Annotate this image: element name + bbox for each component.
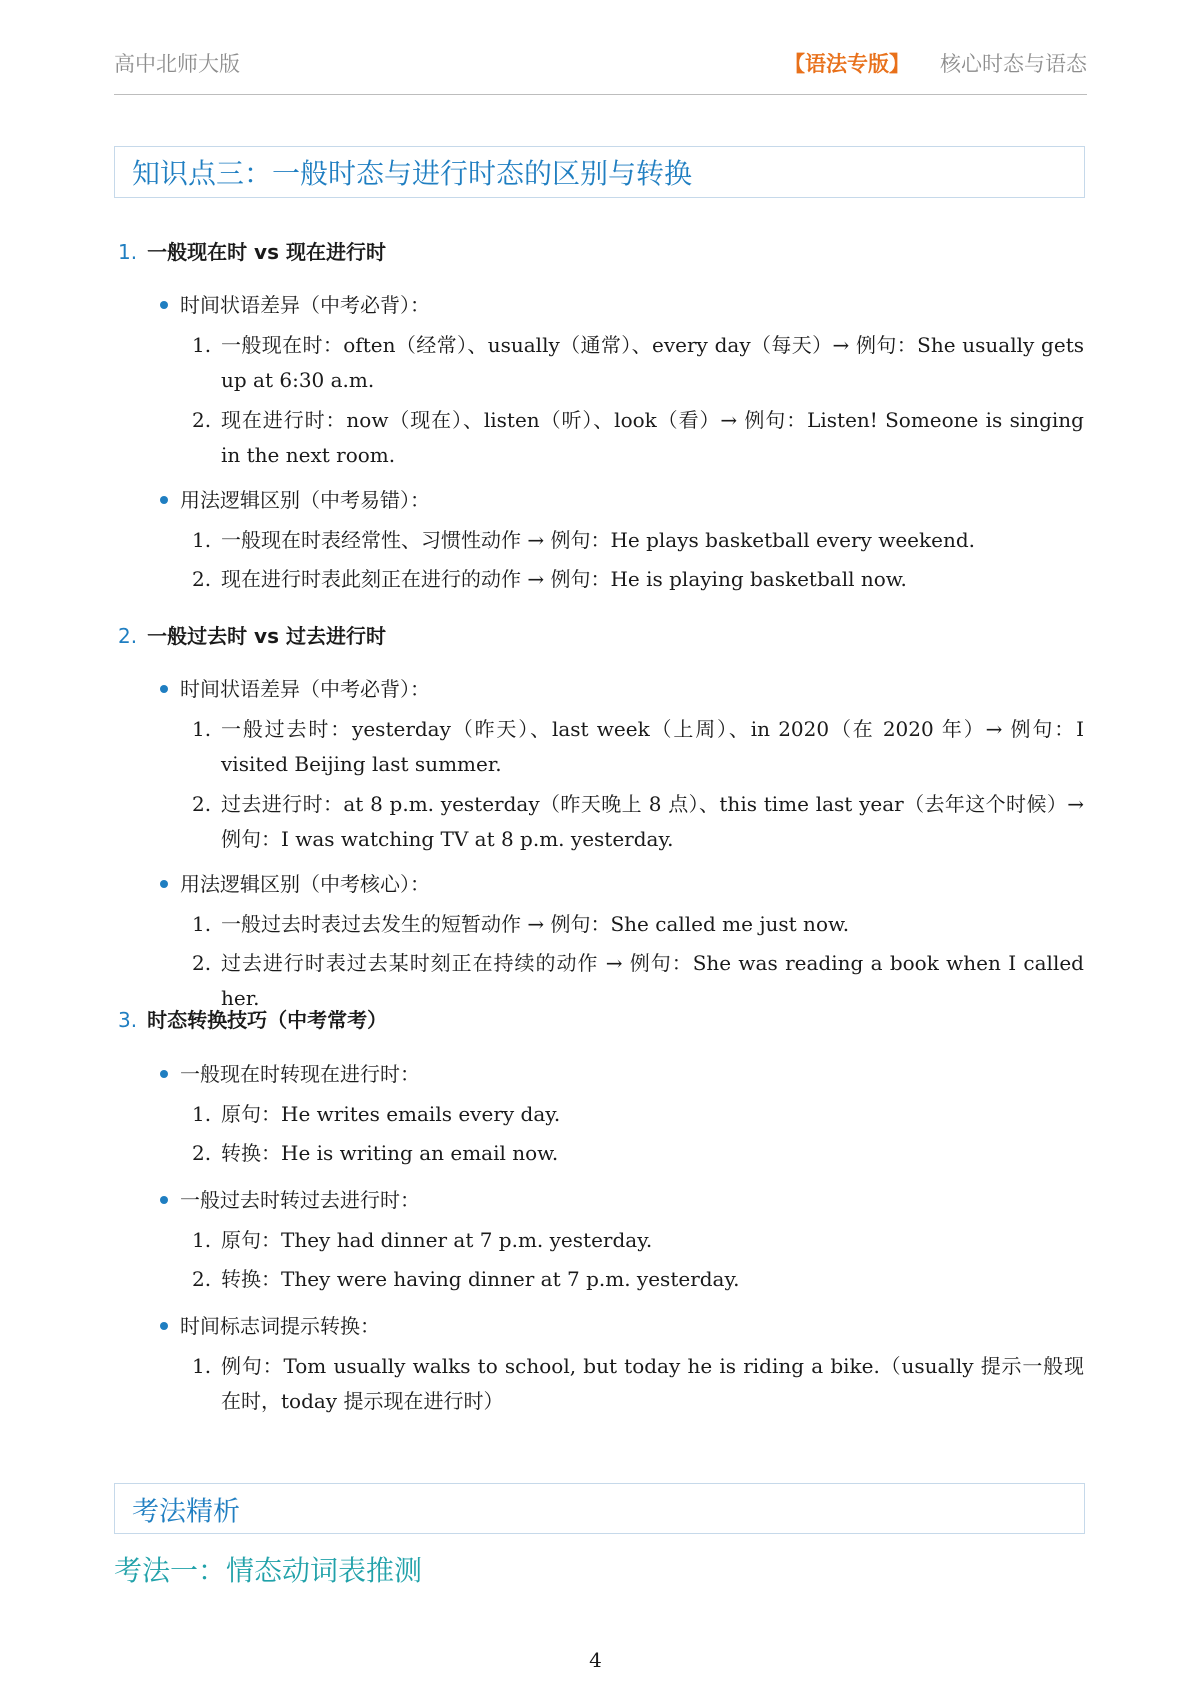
part-heading-3 [118, 1004, 387, 1033]
item-number: 2. [192, 792, 212, 816]
item-number: 2. [192, 408, 212, 432]
list-item [192, 562, 1084, 597]
part-heading-2 [118, 620, 386, 649]
header-book-title: 高中北师大版 [114, 52, 240, 76]
item-text: 一般现在时：often（经常）、usually（通常）、every day（每天）→ 例句：She usually gets up at 6:30 a.m. [221, 333, 1084, 392]
item-number: 2. [192, 951, 212, 975]
item-number: 1. [192, 912, 212, 936]
item-text: 过去进行时：at 8 p.m. yesterday（昨天晚上 8 点）、this time last year（去年这个时候）→ 例句：I was watching TV at 8 p.m. yesterday. [221, 792, 1084, 851]
part-title: 时态转换技巧（中考常考） [147, 1008, 388, 1032]
part-number: 3. [118, 1008, 138, 1032]
bullet-item [160, 1058, 420, 1087]
bullet-dot-icon [160, 685, 168, 693]
item-number: 1. [192, 717, 212, 741]
bullet-item [160, 289, 430, 318]
list-item [192, 1349, 1084, 1419]
item-number: 2. [192, 1267, 212, 1291]
bullet-dot-icon [160, 1070, 168, 1078]
item-number: 1. [192, 528, 212, 552]
item-number: 1. [192, 333, 212, 357]
item-text: 转换：They were having dinner at 7 p.m. yesterday. [221, 1267, 740, 1291]
bullet-dot-icon [160, 1322, 168, 1330]
part-number: 1. [118, 240, 138, 264]
list-item [192, 1136, 1084, 1171]
bullet-dot-icon [160, 496, 168, 504]
item-number: 1. [192, 1354, 212, 1378]
list-item [192, 328, 1084, 398]
item-text: 例句：Tom usually walks to school, but today he is riding a bike.（usually 提示一般现在时，today 提示现在进行时） [221, 1354, 1084, 1413]
item-number: 2. [192, 1141, 212, 1165]
item-number: 1. [192, 1228, 212, 1252]
item-text: 现在进行时表此刻正在进行的动作 → 例句：He is playing basketball now. [221, 567, 907, 591]
bullet-item [160, 1310, 380, 1339]
bullet-item [160, 484, 430, 513]
item-number: 2. [192, 567, 212, 591]
list-item [192, 403, 1084, 473]
bullet-text: 一般现在时转现在进行时： [180, 1062, 420, 1086]
header-tag: 【语法专版】 [784, 51, 910, 76]
bullet-dot-icon [160, 1196, 168, 1204]
item-text: 转换：He is writing an email now. [221, 1141, 559, 1165]
bullet-text: 时间标志词提示转换： [180, 1314, 380, 1338]
part-heading-1 [118, 236, 386, 265]
part-title: 一般过去时 vs 过去进行时 [147, 624, 386, 648]
list-item [192, 1223, 1084, 1258]
item-number: 1. [192, 1102, 212, 1126]
page-header [114, 44, 1087, 95]
bullet-item [160, 673, 430, 702]
item-text: 一般过去时表过去发生的短暂动作 → 例句：She called me just now. [221, 912, 850, 936]
section-title-box [114, 1483, 1085, 1534]
item-text: 一般过去时：yesterday（昨天）、last week（上周）、in 2020（在 2020 年）→ 例句：I visited Beijing last summer. [221, 717, 1084, 776]
item-text: 过去进行时表过去某时刻正在持续的动作 → 例句：She was reading a book when I called her. [221, 951, 1084, 1010]
bullet-text: 一般过去时转过去进行时： [180, 1188, 420, 1212]
header-right [784, 48, 1087, 78]
bullet-text: 时间状语差异（中考必背）： [180, 677, 430, 701]
bullet-item [160, 1184, 420, 1213]
bullet-dot-icon [160, 880, 168, 888]
list-item [192, 523, 1084, 558]
part-title: 一般现在时 vs 现在进行时 [147, 240, 386, 264]
bullet-dot-icon [160, 301, 168, 309]
bullet-text: 用法逻辑区别（中考核心）： [180, 872, 430, 896]
list-item [192, 907, 1084, 942]
bullet-text: 时间状语差异（中考必背）： [180, 293, 430, 317]
item-text: 现在进行时：now（现在）、listen（听）、look（看）→ 例句：Listen! Someone is singing in the next room. [221, 408, 1084, 467]
section-title-box [114, 146, 1085, 198]
bullet-item [160, 868, 430, 897]
item-text: 一般现在时表经常性、习惯性动作 → 例句：He plays basketball every weekend. [221, 528, 975, 552]
part-number: 2. [118, 624, 138, 648]
header-chapter: 核心时态与语态 [940, 52, 1087, 76]
method-heading: 考法一：情态动词表推测 [114, 1554, 423, 1587]
list-item [192, 1097, 1084, 1132]
item-text: 原句：They had dinner at 7 p.m. yesterday. [221, 1228, 653, 1252]
list-item [192, 1262, 1084, 1297]
item-text: 原句：He writes emails every day. [221, 1102, 561, 1126]
list-item [192, 712, 1084, 782]
section-title: 考法精析 [132, 1496, 240, 1527]
page-number: 4 [589, 1648, 602, 1672]
bullet-text: 用法逻辑区别（中考易错）： [180, 488, 430, 512]
list-item [192, 787, 1084, 857]
section-title: 知识点三：一般时态与进行时态的区别与转换 [132, 157, 693, 190]
